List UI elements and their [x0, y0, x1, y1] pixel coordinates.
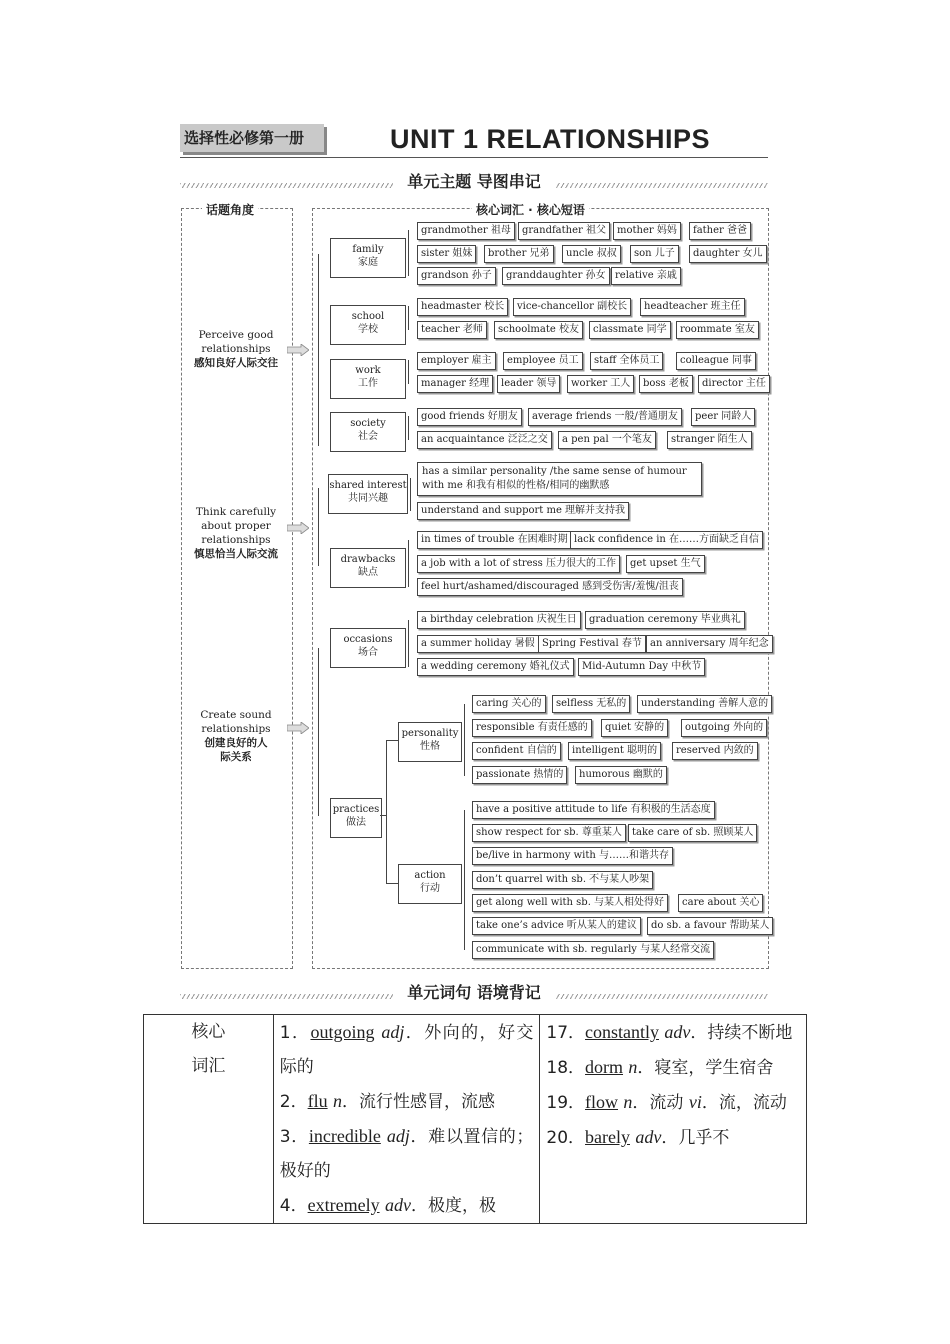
phrase-tag: feel hurt/ashamed/discouraged 感到受伤害/羞愧/沮丧 [417, 578, 683, 596]
node-en: shared interest [329, 480, 407, 491]
node-drawbacks [330, 548, 406, 588]
vocab-table [143, 1014, 807, 1224]
phrase-tag: take care of sb. 照顾某人 [628, 824, 757, 842]
vocab-tag: brother 兄弟 [484, 245, 554, 263]
entry-pos: n [333, 1091, 343, 1111]
vocab-tag: selfless 无私的 [552, 695, 630, 713]
node-zh: 家庭 [358, 257, 378, 268]
vocab-tag: staff 全体员工 [590, 352, 663, 370]
node-school [330, 305, 406, 345]
vocab-tag: average friends 一般/普通朋友 [528, 408, 682, 426]
vocab-tag: peer 同龄人 [691, 408, 755, 426]
angle-perceive [182, 328, 290, 370]
node-zh: 做法 [346, 817, 366, 828]
connector [386, 740, 387, 884]
node-zh: 学校 [358, 324, 378, 335]
entry-def: ．极度，极 [410, 1196, 496, 1216]
arrow-right-icon [287, 522, 309, 534]
angle-en: Create sound relationships [200, 709, 272, 735]
vocab-tag: grandson 孙子 [417, 267, 496, 285]
angle-zh: 慎思恰当人际交流 [194, 548, 278, 560]
connector [408, 540, 409, 587]
vocab-entry [546, 1050, 800, 1085]
vocab-tag: mother 妈妈 [613, 222, 681, 240]
connector [410, 478, 411, 511]
vocab-tag: reserved 内敛的 [672, 742, 758, 760]
node-en: drawbacks [340, 554, 396, 565]
phrase-tag: communicate with sb. regularly 与某人经常交流 [472, 941, 714, 959]
node-en: work [355, 365, 381, 376]
node-family [330, 238, 406, 278]
entry-word: barely [585, 1127, 630, 1147]
node-zh: 行动 [420, 883, 440, 894]
angle-zh: 感知良好人际交往 [194, 357, 278, 369]
entry-word: flow [585, 1092, 619, 1112]
vocab-tag: worker 工人 [567, 375, 634, 393]
phrase-tag: have a positive attitude to life 有积极的生活态度 [472, 801, 715, 819]
unit-title: UNIT 1 RELATIONSHIPS [390, 124, 711, 154]
vocab-entry [546, 1015, 800, 1050]
vocab-tag: classmate 同学 [589, 321, 671, 339]
table-row [144, 1015, 807, 1224]
connector [408, 360, 409, 384]
vocab-entry [546, 1120, 800, 1155]
vocab-tag: sister 姐妹 [417, 245, 476, 263]
vocab-entry [280, 1119, 534, 1188]
vocab-tag: employer 雇主 [417, 352, 496, 370]
connector [386, 883, 398, 884]
vocab-tag: headteacher 班主任 [640, 298, 745, 316]
node-zh: 场合 [358, 647, 378, 658]
entry-word: constantly [585, 1022, 660, 1042]
vocab-tag: confident 自信的 [472, 742, 561, 760]
vocab-tag: leader 领导 [497, 375, 560, 393]
vocab-tag: a pen pal 一个笔友 [558, 431, 656, 449]
connector [464, 704, 465, 776]
section-title: 单元主题 导图串记 [393, 172, 555, 191]
entry-pos: adv [384, 1195, 411, 1215]
vocab-tag: humorous 幽默的 [575, 766, 667, 784]
phrase-tag: be/live in harmony with 与……和谐共存 [472, 847, 673, 865]
book-volume-label: 选择性必修第一册 [180, 124, 324, 152]
entry-pos: adv [664, 1022, 691, 1042]
connector [408, 306, 409, 330]
vocab-tag: grandfather 祖父 [518, 222, 610, 240]
vocab-tag: an acquaintance 泛泛之交 [417, 431, 552, 449]
vocab-tag: quiet 安静的 [601, 719, 668, 737]
entry-pos: adj [381, 1022, 405, 1042]
phrase-tag: get along well with sb. 与某人相处得好 [472, 894, 668, 912]
entry-word: flu [307, 1091, 328, 1111]
vocab-entry [280, 1188, 534, 1223]
entry-def: ．流，流动 [701, 1093, 787, 1113]
connector [408, 416, 409, 440]
vocab-tag: headmaster 校长 [417, 298, 508, 316]
vocab-tag: uncle 叔叔 [562, 245, 621, 263]
vocab-tag: director 主任 [698, 375, 770, 393]
phrase-tag: don’t quarrel with sb. 不与某人吵架 [472, 871, 653, 889]
connector [318, 648, 319, 816]
entry-pos: vi [688, 1092, 702, 1112]
angle-create [200, 708, 272, 764]
node-practices [330, 798, 382, 838]
phrase-tag: lack confidence in 在……方面缺乏自信 [570, 531, 763, 549]
connector [408, 230, 409, 276]
node-shared-interest [328, 474, 408, 514]
entry-word: dorm [585, 1057, 624, 1077]
vocab-entry [280, 1084, 534, 1119]
header-rule [180, 157, 768, 158]
phrase-tag: a birthday celebration 庆祝生日 [417, 611, 581, 629]
connector [386, 740, 398, 741]
entry-def: ．持续不断地 [690, 1023, 793, 1043]
vocab-tag: schoolmate 校友 [494, 321, 583, 339]
vocab-tag: responsible 有责任感的 [472, 719, 592, 737]
section-banner-vocab [180, 978, 768, 1002]
node-en: society [350, 418, 386, 429]
phrase-tag: Mid-Autumn Day 中秋节 [578, 658, 705, 676]
vocab-header: 核心词汇 [191, 1022, 226, 1076]
vocab-tag: father 爸爸 [689, 222, 751, 240]
arrow-right-icon [287, 344, 309, 356]
node-society [330, 412, 406, 452]
entry-word: extremely [307, 1195, 380, 1215]
angle-en: Think carefully about proper relationships [195, 506, 277, 546]
entry-num: 18． [546, 1058, 586, 1078]
node-zh: 社会 [358, 431, 378, 442]
vocab-tag: boss 老板 [639, 375, 693, 393]
node-zh: 工作 [358, 378, 378, 389]
connector [380, 815, 386, 816]
phrase-tag: understand and support me 理解并支持我 [417, 502, 629, 520]
entry-pos: n [623, 1092, 633, 1112]
phrase-tag: a job with a lot of stress 压力很大的工作 [417, 555, 620, 573]
node-zh: 共同兴趣 [348, 493, 388, 504]
topic-angle-panel [181, 208, 293, 969]
vocab-tag: grandmother 祖母 [417, 222, 515, 240]
angle-think [182, 505, 290, 561]
vocab-tag: stranger 陌生人 [667, 431, 752, 449]
entry-num: 19． [546, 1093, 586, 1113]
entry-word: outgoing [310, 1022, 375, 1042]
entry-def: ．流动 [632, 1093, 684, 1113]
entry-pos: adv [635, 1127, 662, 1147]
connector [408, 620, 409, 667]
topic-angle-title: 话题角度 [202, 201, 258, 218]
node-en: school [351, 311, 385, 322]
vocab-tag: caring 关心的 [472, 695, 546, 713]
connector [318, 488, 319, 566]
vocab-tag: employee 员工 [503, 352, 583, 370]
arrow-right-icon [287, 722, 309, 734]
node-en: family [352, 244, 384, 255]
entry-word: incredible [308, 1126, 381, 1146]
node-en: action [414, 870, 446, 881]
angle-en: Perceive good relationships [198, 329, 274, 355]
phrase-tag: has a similar personality /the same sense of humour with me 和我有相似的性格/相同的幽默感 [417, 462, 702, 496]
vocab-tag: relative 亲戚 [611, 267, 681, 285]
vocab-tag: colleague 同事 [676, 352, 756, 370]
entry-num: 17． [546, 1023, 586, 1043]
phrase-tag: do sb. a favour 帮助某人 [647, 917, 773, 935]
phrase-tag: take one’s advice 听从某人的建议 [472, 917, 641, 935]
entry-def: ．难以置信的；极好的 [279, 1127, 534, 1181]
entry-num: 4． [279, 1196, 308, 1216]
phrase-tag: show respect for sb. 尊重某人 [472, 824, 626, 842]
node-occasions [330, 628, 406, 668]
entry-pos: adj [386, 1126, 410, 1146]
phrase-tag: a wedding ceremony 婚礼仪式 [417, 658, 574, 676]
phrase-tag: care about 关心 [678, 894, 763, 912]
vocab-column [273, 1015, 540, 1224]
connector [318, 254, 319, 446]
phrase-tag: an anniversary 周年纪念 [646, 635, 773, 653]
connector [464, 810, 465, 950]
vocab-entry [546, 1085, 800, 1120]
node-personality [398, 722, 462, 762]
vocab-entry [280, 1015, 534, 1084]
node-en: personality [401, 728, 459, 739]
phrase-tag: get upset 生气 [626, 555, 705, 573]
vocab-column [540, 1015, 807, 1224]
node-en: practices [332, 804, 380, 815]
entry-pos: n [628, 1057, 638, 1077]
phrase-tag: Spring Festival 春节 [538, 635, 646, 653]
table-header-cell [144, 1015, 274, 1224]
section-title: 单元词句 语境背记 [393, 983, 555, 1002]
entry-def: ．流行性感冒，流感 [342, 1092, 496, 1112]
entry-def: ．几乎不 [661, 1128, 730, 1148]
phrase-tag: a summer holiday 暑假 [417, 635, 539, 653]
vocab-tag: intelligent 聪明的 [568, 742, 661, 760]
phrase-tag: in times of trouble 在困难时期 [417, 531, 572, 549]
node-en: occasions [343, 634, 393, 645]
entry-num: 20． [546, 1128, 586, 1148]
vocab-tag: outgoing 外向的 [681, 719, 767, 737]
node-work [330, 359, 406, 399]
vocab-tag: passionate 热情的 [472, 766, 567, 784]
phrase-tag: graduation ceremony 毕业典礼 [585, 611, 745, 629]
vocab-tag: manager 经理 [417, 375, 493, 393]
vocab-tag: teacher 老师 [417, 321, 487, 339]
vocab-tag: understanding 善解人意的 [637, 695, 772, 713]
vocab-tag: vice-chancellor 副校长 [513, 298, 631, 316]
node-zh: 性格 [420, 741, 440, 752]
node-action [398, 864, 462, 904]
vocab-tag: good friends 好朋友 [417, 408, 522, 426]
entry-def: ．寝室，学生宿舍 [637, 1058, 774, 1078]
vocab-tag: roommate 室友 [676, 321, 759, 339]
node-zh: 缺点 [358, 567, 378, 578]
entry-def: ．外向的，好交际的 [279, 1023, 534, 1077]
section-banner-mindmap [180, 167, 768, 191]
angle-zh: 创建良好的人际关系 [204, 737, 268, 763]
vocab-tag: daughter 女儿 [689, 245, 767, 263]
entry-num: 1． [279, 1023, 311, 1043]
vocab-tag: son 儿子 [630, 245, 679, 263]
entry-num: 3． [279, 1127, 309, 1147]
core-vocab-title: 核心词汇 · 核心短语 [472, 201, 589, 218]
entry-num: 2． [279, 1092, 308, 1112]
vocab-tag: granddaughter 孙女 [502, 267, 610, 285]
